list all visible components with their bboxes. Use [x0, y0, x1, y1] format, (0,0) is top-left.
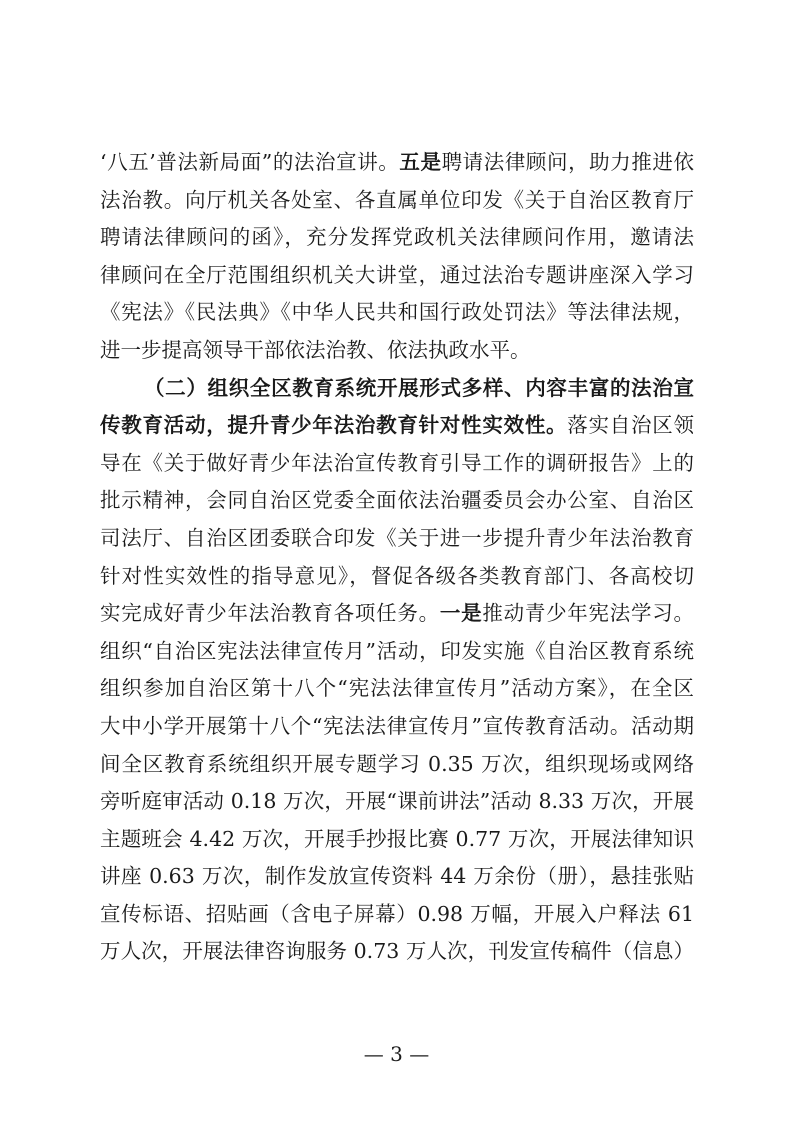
text-line: 聘请法律顾问的函》，充分发挥党政机关法律顾问作用，邀请法: [100, 225, 694, 250]
text-line: 实完成好青少年法治教育各项任务。一是推动青少年宪法学习。: [100, 601, 695, 626]
text-line: 法治教。向厅机关各处室、各直属单位印发《关于自治区教育厅: [100, 187, 694, 212]
text-line: 律顾问在全厅范围组织机关大讲堂，通过法治专题讲座深入学习: [100, 262, 694, 287]
text-line: 组织参加自治区第十八个“宪法法律宣传月”活动方案》，在全区: [100, 676, 694, 701]
text-line: 《宪法》《民法典》《中华人民共和国行政处罚法》等法律法规，: [100, 300, 694, 325]
text-line: 针对性实效性的指导意见》，督促各级各类教育部门、各高校切: [100, 563, 694, 588]
text-line: 间全区教育系统组织开展专题学习 0.35 万次，组织现场或网络: [100, 751, 694, 776]
section-heading-line: 传教育活动，提升青少年法治教育针对性实效性。落实自治区领: [100, 413, 695, 438]
text-line: 组织“自治区宪法法律宣传月”活动，印发实施《自治区教育系统: [100, 638, 694, 663]
section-heading-line: （二）组织全区教育系统开展形式多样、内容丰富的法治宣: [144, 375, 694, 400]
text-line: 主题班会 4.42 万次，开展手抄报比赛 0.77 万次，开展法律知识: [100, 826, 694, 851]
text-line: 旁听庭审活动 0.18 万次，开展“课前讲法”活动 8.33 万次，开展: [100, 789, 694, 814]
text-line: ‘八五’普法新局面”的法治宣讲。五是聘请法律顾问，助力推进依: [100, 150, 695, 174]
text-line: 万人次，开展法律咨询服务 0.73 万人次，刊发宣传稿件（信息）: [100, 939, 694, 964]
text-line: 宣传标语、招贴画（含电子屏幕）0.98 万幅，开展入户释法 61: [100, 901, 694, 926]
text-line: 导在《关于做好青少年法治宣传教育引导工作的调研报告》上的: [100, 450, 694, 475]
text-line: 批示精神，会同自治区党委全面依法治疆委员会办公室、自治区: [100, 488, 694, 513]
text-line: 大中小学开展第十八个“宪法法律宣传月”宣传教育活动。活动期: [100, 713, 694, 738]
text-line: 进一步提高领导干部依法治教、依法执政水平。: [100, 337, 531, 362]
text-line: 司法厅、自治区团委联合印发《关于进一步提升青少年法治教育: [100, 525, 694, 550]
page-number: — 3 —: [363, 1042, 430, 1066]
text-line: 讲座 0.63 万次，制作发放宣传资料 44 万余份（册），悬挂张贴: [100, 864, 694, 889]
body-text: [100, 144, 694, 971]
